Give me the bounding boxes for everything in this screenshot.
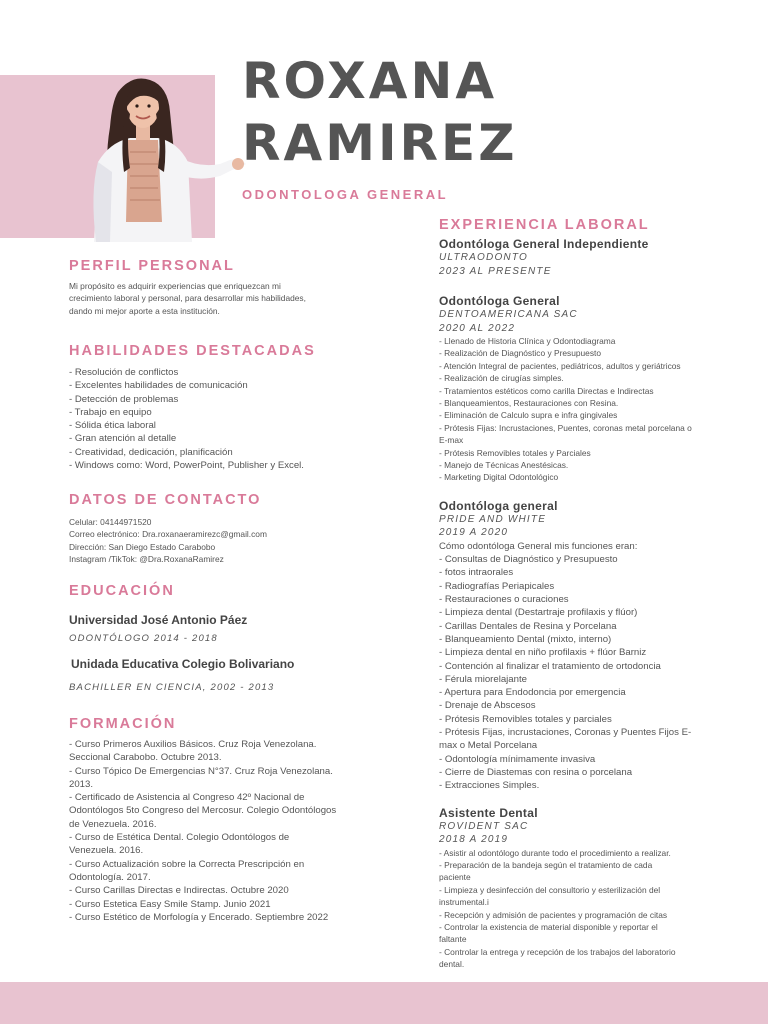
job-duty: instrumental.i <box>439 897 489 908</box>
job-duty: - Atención Integral de pacientes, pediátricos, adultos y geriátricos <box>439 360 681 371</box>
experience-section <box>439 217 739 971</box>
job-duty: max o Metal Porcelana <box>439 740 538 752</box>
job-duty: faltante <box>439 934 467 945</box>
training-line: - Curso de Estética Dental. Colegio Odontólogos de <box>69 832 290 844</box>
skill-item: - Trabajo en equipo <box>69 406 152 418</box>
job-duty: - Manejo de Técnicas Anestésicas. <box>439 460 569 471</box>
job-duty: - Consultas de Diagnóstico y Presupuesto <box>439 554 618 566</box>
job-duty: paciente <box>439 872 471 883</box>
training-line: 2013. <box>69 778 94 790</box>
job-duty: - Radiografías Periapicales <box>439 580 555 592</box>
job-duties <box>439 540 739 793</box>
training-line: - Certificado de Asistencia al Congreso 42º Nacional de <box>69 792 305 804</box>
skill-item: - Excelentes habilidades de comunicación <box>69 380 248 392</box>
job-duty: - Apertura para Endodoncia por emergencia <box>439 687 626 699</box>
job-intro: Cómo odontóloga General mis funciones eran: <box>439 540 638 552</box>
skills-heading: HABILIDADES DESTACADAS <box>69 343 316 359</box>
job-period: 2020 AL 2022 <box>439 322 516 334</box>
profile-line: crecimiento laboral y personal, para desarrollar mis habilidades, <box>69 293 306 304</box>
job-duty: - Blanqueamientos, Restauraciones con Resina. <box>439 398 619 409</box>
contact-email: Correo electrónico: Dra.roxanaeramirezc@gmail.com <box>69 529 267 540</box>
job-title: Odontóloga General Independiente <box>439 237 649 251</box>
profile-photo <box>70 72 250 242</box>
contact-address: Dirección: San Diego Estado Carabobo <box>69 541 216 552</box>
job-duty: - Tratamientos estéticos como carilla Directas e Indirectas <box>439 385 654 396</box>
skill-item: - Sólida ética laboral <box>69 420 156 432</box>
contact-phone: Celular: 04144971520 <box>69 517 152 527</box>
job-duty: - Eliminación de Calculo supra e infra gingivales <box>439 410 618 421</box>
job-company: ULTRAODONTO <box>439 252 528 263</box>
job-duties <box>439 335 739 484</box>
training-line: - Curso Primeros Auxilios Básicos. Cruz Roja Venezolana. <box>69 739 317 750</box>
job-duty: - Controlar la entrega y recepción de los trabajos del laboratorio <box>439 946 676 957</box>
training-line: Seccional Carabobo. Octubre 2013. <box>69 752 222 764</box>
job-duty: - Recepción y admisión de pacientes y programación de citas <box>439 909 668 920</box>
job-duty: - Prótesis Removibles totales y Parciales <box>439 447 591 458</box>
job-duty: - Férula miorelajante <box>439 673 527 685</box>
contact-heading: DATOS DE CONTACTO <box>69 492 262 508</box>
job-company: DENTOAMERICANA SAC <box>439 309 578 320</box>
job-duty: - Odontología mínimamente invasiva <box>439 753 596 765</box>
contact-lines <box>69 516 369 566</box>
job-duty: - Restauraciones o curaciones <box>439 594 569 606</box>
job-entry <box>439 499 739 793</box>
training-line: de Venezuela. 2016. <box>69 818 157 830</box>
job-duty: - Marketing Digital Odontológico <box>439 472 559 483</box>
training-section <box>69 716 389 924</box>
education-heading: EDUCACIÓN <box>69 583 175 599</box>
skills-section <box>69 343 369 472</box>
education-detail: ODONTÓLOGO 2014 - 2018 <box>69 633 218 644</box>
job-company: ROVIDENT SAC <box>439 820 529 832</box>
profile-line: dando mi mejor aporte a esta institución. <box>69 305 220 316</box>
training-line: Venezuela. 2016. <box>69 845 144 857</box>
training-line: - Curso Estetica Easy Smile Stamp. Junio 2021 <box>69 898 271 910</box>
skill-item: - Windows como: Word, PowerPoint, Publisher y Excel. <box>69 460 304 472</box>
job-duty: dental. <box>439 959 465 970</box>
job-title-subtitle: ODONTOLOGA GENERAL <box>242 187 449 202</box>
job-duty: - Realización de Diagnóstico y Presupuesto <box>439 348 602 359</box>
job-period: 2018 A 2019 <box>439 834 509 846</box>
experience-heading: EXPERIENCIA LABORAL <box>439 217 650 233</box>
profile-text <box>69 280 369 317</box>
profile-line: Mi propósito es adquirir experiencias que enriquezcan mi <box>69 281 281 291</box>
job-duty: - Limpieza y desinfección del consultorio y esterilización del <box>439 884 661 895</box>
skill-item: - Gran atención al detalle <box>69 433 177 445</box>
job-duty: - Drenaje de Abscesos <box>439 700 536 712</box>
job-duty: - fotos intraorales <box>439 567 514 579</box>
first-name: ROXANA <box>242 52 498 110</box>
job-duty: - Prótesis Fijas: Incrustaciones, Puentes, coronas metal porcelana o <box>439 422 692 433</box>
training-heading: FORMACIÓN <box>69 716 177 732</box>
job-duty: - Limpieza dental en niño profilaxis + flúor Barniz <box>439 647 647 659</box>
education-detail: BACHILLER EN CIENCIA, 2002 - 2013 <box>69 682 275 693</box>
training-line: - Curso Tópico De Emergencias N°37. Cruz Roja Venezolana. <box>69 765 333 777</box>
contact-section <box>69 492 369 566</box>
job-title: Odontóloga general <box>439 498 558 513</box>
job-duty: - Prótesis Removibles totales y parciales <box>439 713 612 725</box>
job-entry <box>439 237 739 278</box>
job-duty: - Realización de cirugías simples. <box>439 373 564 384</box>
job-duty: - Contención al finalizar el tratamiento de ortodoncia <box>439 660 661 672</box>
job-duty: - Blanqueamiento Dental (mixto, interno) <box>439 633 612 645</box>
profile-section <box>69 258 369 317</box>
training-line: - Curso Actualización sobre la Correcta Prescripción en <box>69 858 305 870</box>
job-duty: - Prótesis Fijas, incrustaciones, Coronas y Puentes Fijos E- <box>439 727 692 739</box>
education-school: Universidad José Antonio Páez <box>69 613 248 627</box>
skill-item: - Creatividad, dedicación, planificación <box>69 446 233 458</box>
footer-band <box>0 982 768 1024</box>
job-duty: - Controlar la existencia de material disponible y reportar el <box>439 921 658 932</box>
job-company: PRIDE AND WHITE <box>439 513 547 525</box>
contact-social: Instagram /TikTok: @Dra.RoxanaRamirez <box>69 554 224 565</box>
job-duties <box>439 847 739 971</box>
job-title: Odontóloga General <box>439 294 560 308</box>
training-line: - Curso Carillas Directas e Indirectas. Octubre 2020 <box>69 885 289 897</box>
last-name: RAMIREZ <box>242 114 518 172</box>
job-period: 2023 AL PRESENTE <box>439 265 552 277</box>
job-duty: - Limpieza dental (Destartraje profilaxis y flúor) <box>439 607 638 619</box>
training-line: Odontología. 2017. <box>69 871 151 883</box>
training-list <box>69 738 389 924</box>
job-duty: - Preparación de la bandeja según el tratamiento de cada <box>439 859 653 870</box>
education-section <box>69 583 379 693</box>
training-line: - Curso Estético de Morfología y Encerado. Septiembre 2022 <box>69 911 329 923</box>
job-entry <box>439 806 739 971</box>
training-line: Odontólogos 5to Congreso del Mercosur. Colegio Odontólogos <box>69 805 337 817</box>
job-duty: - Asistir al odontólogo durante todo el procedimiento a realizar. <box>439 847 671 858</box>
job-title: Asistente Dental <box>439 805 538 820</box>
job-period: 2019 A 2020 <box>439 527 509 539</box>
job-duty: E-max <box>439 435 464 446</box>
skill-item: - Resolución de conflictos <box>69 367 179 378</box>
skills-list <box>69 366 369 472</box>
name-heading <box>242 50 517 174</box>
job-duty: - Cierre de Diastemas con resina o porcelana <box>439 766 633 778</box>
education-school: Unidada Educativa Colegio Bolivariano <box>71 657 295 671</box>
job-duty: - Carillas Dentales de Resina y Porcelana <box>439 620 617 632</box>
job-duty: - Llenado de Historia Clínica y Odontodiagrama <box>439 336 616 346</box>
profile-heading: PERFIL PERSONAL <box>69 258 235 274</box>
job-duty: - Extracciones Simples. <box>439 780 540 792</box>
skill-item: - Detección de problemas <box>69 393 179 405</box>
job-entry <box>439 294 739 484</box>
